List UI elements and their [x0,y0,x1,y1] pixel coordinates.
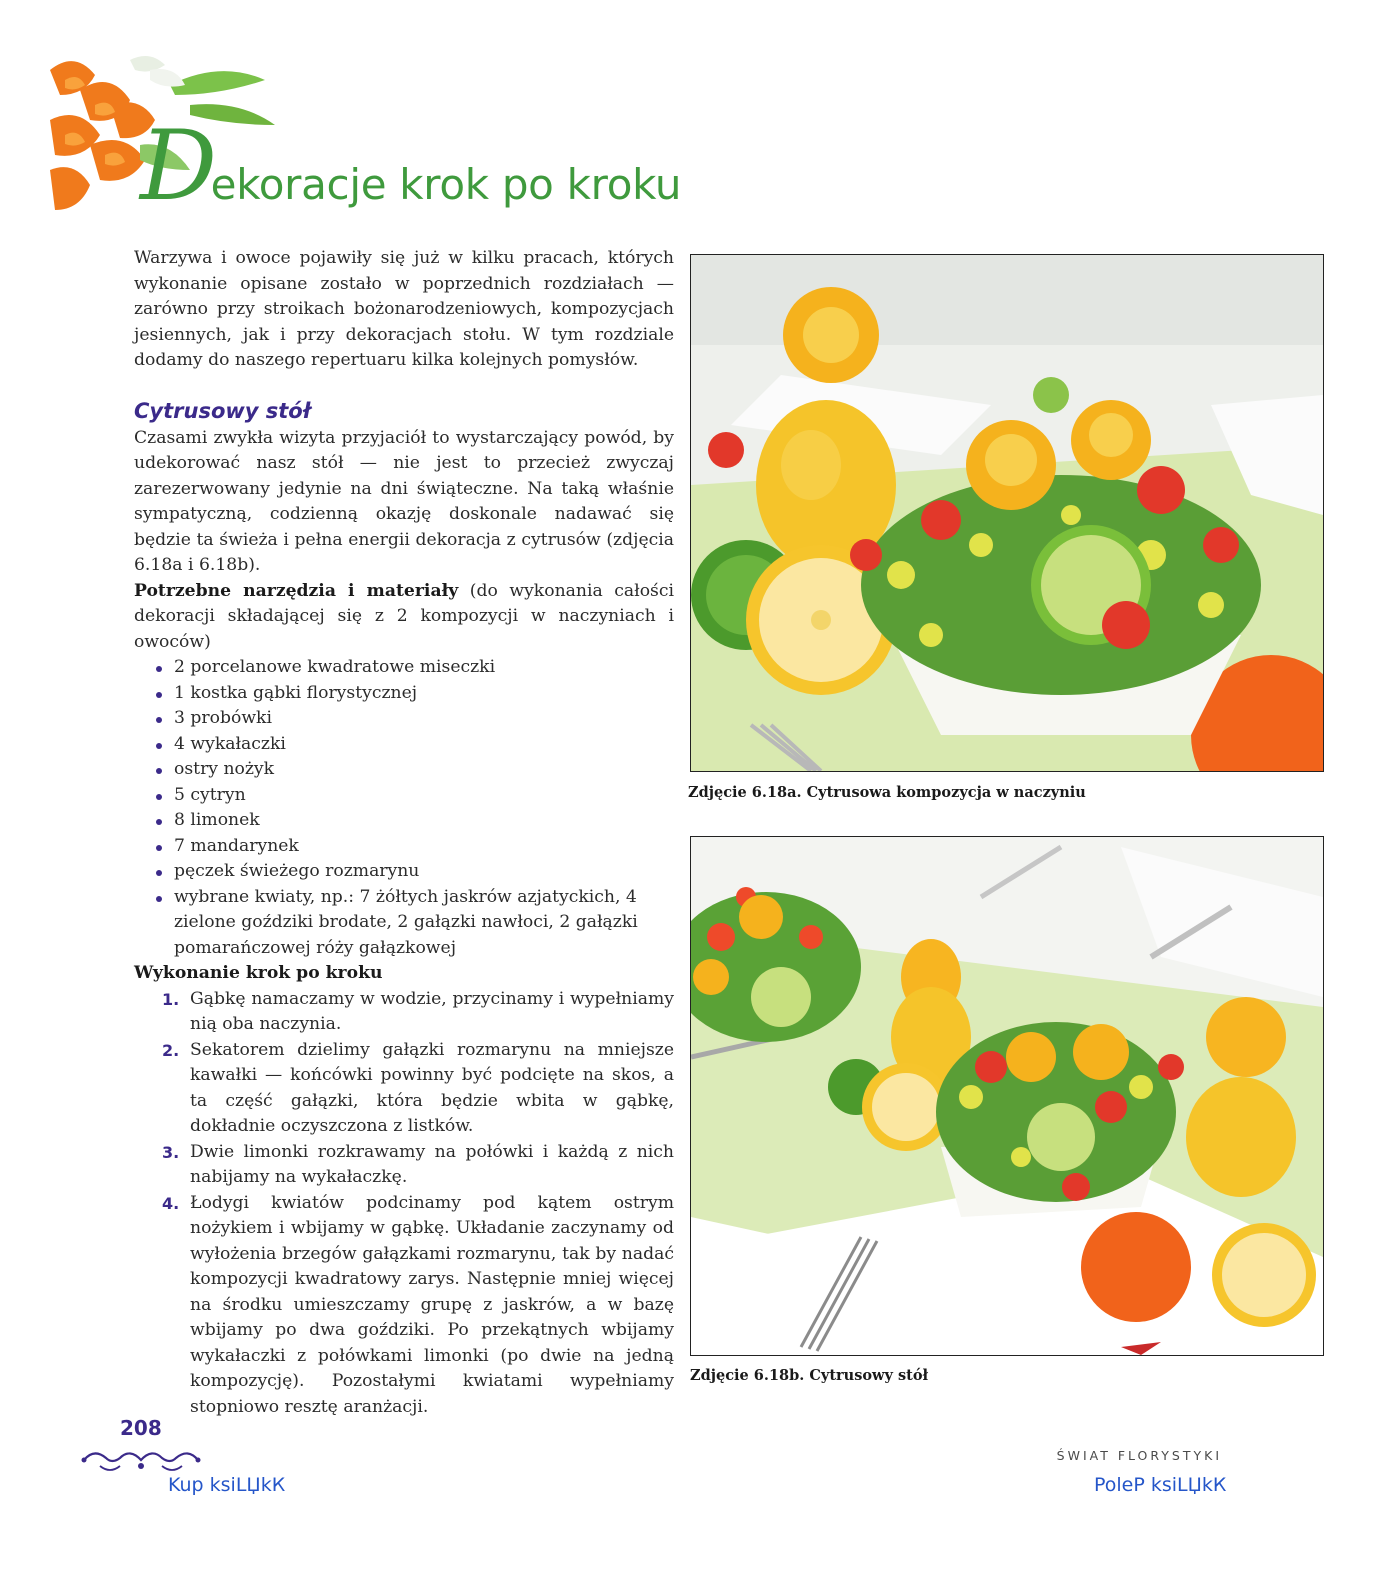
buy-book-link[interactable]: Kup ksiLЏkК [168,1474,286,1496]
series-name: ŚWIAT FLORYSTYKI [1056,1448,1222,1463]
list-item: 7 mandarynek [174,834,674,860]
citrus-table-illustration [691,837,1323,1355]
materials-heading: Potrzebne narzędzia i materiały [134,580,459,601]
list-item: 3 probówki [174,706,674,732]
steps-list [134,987,674,1421]
title-rest: ekoracje krok po kroku [210,160,682,209]
photo-6-18b [690,836,1324,1356]
step-item [162,1191,674,1421]
step-text: Dwie limonki rozkrawamy na połówki i każdą z nich nabijamy na wykałaczkę. [190,1141,674,1187]
list-item: ostry nożyk [174,757,674,783]
list-item: 5 cytryn [174,783,674,809]
page-title [140,110,682,222]
list-item: wybrane kwiaty, np.: 7 żółtych jaskrów azjatyckich, 4 zielone goździki brodate, 2 gałązki nawłoci, 2 gałązki pomarańczowej róży gałązkowej [174,885,674,962]
step-item [162,1038,674,1140]
step-text: Gąbkę namaczamy w wodzie, przycinamy i wypełniamy nią oba naczynia. [190,988,674,1034]
materials-note: (do wykonania całości dekoracji składającej się z 2 kompozycji w naczyniach i owoców) [134,580,674,652]
flourish-ornament [80,1444,202,1476]
section-paragraph: Czasami zwykła wizyta przyjaciół to wystarczający powód, by udekorować nasz stół — nie jest to przecież zwyczaj zarezerwowany jedynie na dni świąteczne. Na taką właśnie sympatyczną, codzienną okazję doskonale nadawać się będzie ta świeża i pełna energii dekoracja z cytrusów (zdjęcia 6.18a i 6.18b). [134,427,674,575]
photo-caption-b: Zdjęcie 6.18b. Cytrusowy stół [690,1367,929,1384]
photo-caption-a: Zdjęcie 6.18a. Cytrusowa kompozycja w naczyniu [688,784,1086,801]
photo-6-18a [690,254,1324,772]
step-text: Sekatorem dzielimy gałązki rozmarynu na mniejsze kawałki — końcówki powinny być podcięte na skos, a ta część gałązki, która będzie wbita w gąbkę, dokładnie oczyszczona z listków. [190,1039,674,1136]
step-item [162,1140,674,1191]
page-number: 208 [120,1416,162,1440]
list-item: 4 wykałaczki [174,732,674,758]
steps-heading: Wykonanie krok po kroku [134,963,383,983]
list-item: pęczek świeżego rozmarynu [174,859,674,885]
text-column [134,246,674,1420]
list-item: 8 limonek [174,808,674,834]
list-item: 2 porcelanowe kwadratowe miseczki [174,655,674,681]
materials-intro [134,579,674,656]
citrus-composition-illustration [691,255,1323,771]
title-initial: D [140,110,217,222]
step-number: 2. [162,1040,180,1060]
list-item: 1 kostka gąbki florystycznej [174,681,674,707]
intro-paragraph: Warzywa i owoce pojawiły się już w kilku pracach, których wykonanie opisane zostało w poprzednich rozdziałach — zarówno przy stroikach bożonarodzeniowych, kompozycjach jesiennych, jak i przy dekoracjach stołu. W tym rozdziale dodamy do naszego repertuaru kilka kolejnych pomysłów. [134,248,674,370]
section-heading: Cytrusowy stół [134,398,311,423]
step-number: 3. [162,1142,180,1162]
step-number: 1. [162,989,180,1009]
recommend-book-link[interactable]: PoleР ksiLЏkК [1094,1474,1227,1496]
step-item [162,987,674,1038]
materials-list [134,655,674,961]
steps-intro [134,961,674,987]
step-text: Łodygi kwiatów podcinamy pod kątem ostrym nożykiem i wbijamy w gąbkę. Układanie zaczynamy od wyłożenia brzegów gałązkami rozmarynu, tak by nadać kompozycji kwadratowy zarys. Następnie mniej więcej na środku umieszczamy grupę z jaskrów, a w bazę wbijamy po dwa goździki. Po przekątnych wbijamy wykałaczki z połówkami limonki (po dwie na jedną kompozycję). Pozostałymi kwiatami wypełniamy stopniowo resztę aranżacji. [190,1192,674,1417]
step-number: 4. [162,1193,180,1213]
